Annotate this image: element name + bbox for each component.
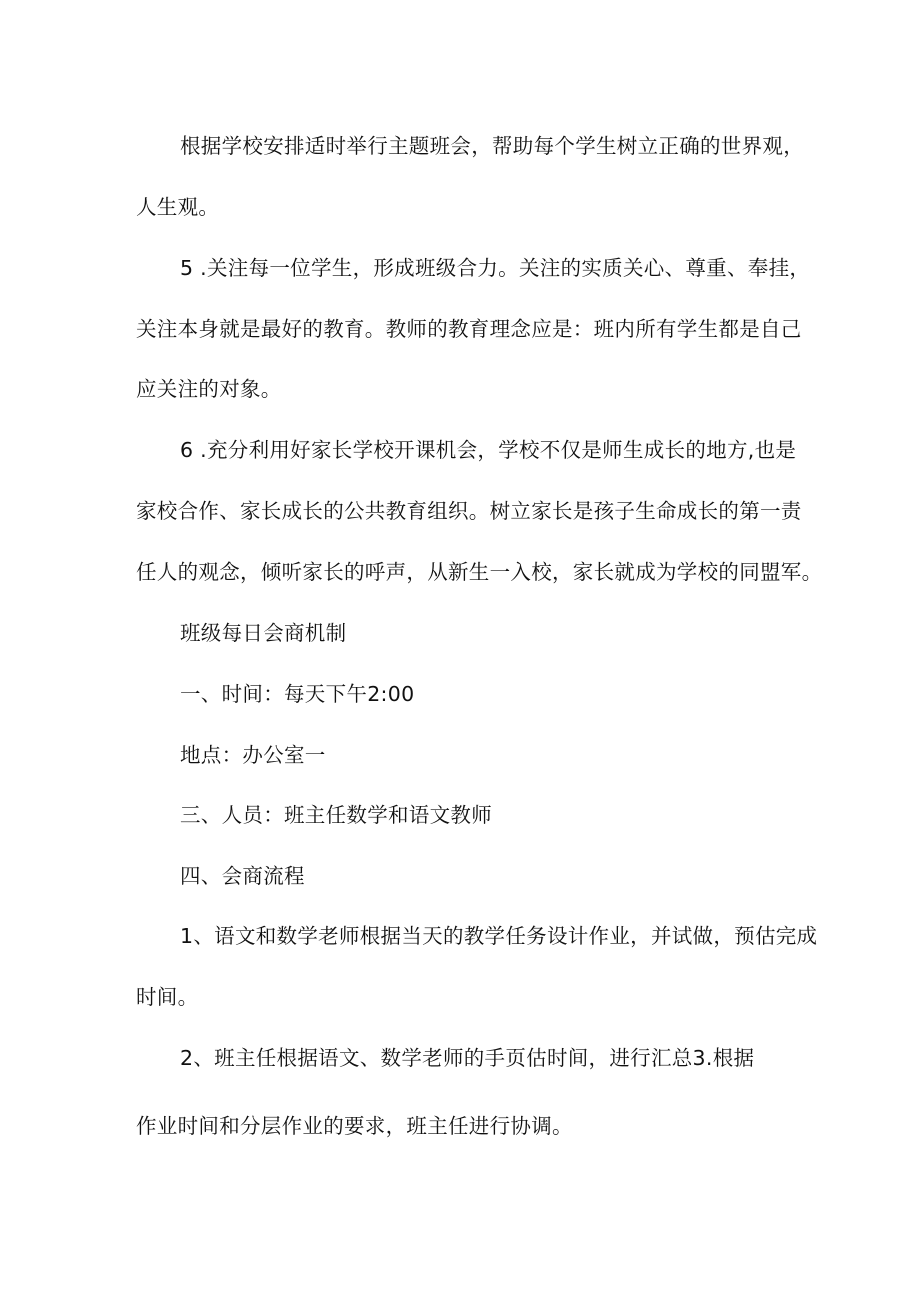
paragraph-line: 人生观。 [136,195,220,219]
paragraph-line: 1、语文和数学老师根据当天的教学任务设计作业，并试做，预估完成 [180,924,818,948]
paragraph-line: 6 .充分利用好家长学校开课机会，学校不仅是师生成长的地方,也是 [180,438,797,462]
list-item: 地点：办公室一 [180,743,326,767]
paragraph-line: 任人的观念，倾听家长的呼声，从新生一入校，家长就成为学校的同盟军。 [136,560,823,584]
list-item: 一、时间：每天下午2:00 [180,682,415,706]
paragraph-line: 时间。 [136,985,199,1009]
paragraph-line: 应关注的对象。 [136,377,282,401]
section-heading: 班级每日会商机制 [180,621,347,645]
paragraph-line: 5 .关注每一位学生，形成班级合力。关注的实质关心、尊重、奉挂， [180,256,811,280]
paragraph-line: 2、班主任根据语文、数学老师的手页估时间，进行汇总3.根据 [180,1046,755,1070]
paragraph-line: 根据学校安排适时举行主题班会，帮助每个学生树立正确的世界观， [180,134,804,158]
list-item: 三、人员：班主任数学和语文教师 [180,803,492,827]
paragraph-line: 关注本身就是最好的教育。教师的教育理念应是：班内所有学生都是自己 [136,317,802,341]
paragraph-line: 家校合作、家长成长的公共教育组织。树立家长是孩子生命成长的第一责 [136,499,802,523]
list-item: 四、会商流程 [180,864,305,888]
paragraph-line: 作业时间和分层作业的要求，班主任进行协调。 [136,1114,573,1138]
